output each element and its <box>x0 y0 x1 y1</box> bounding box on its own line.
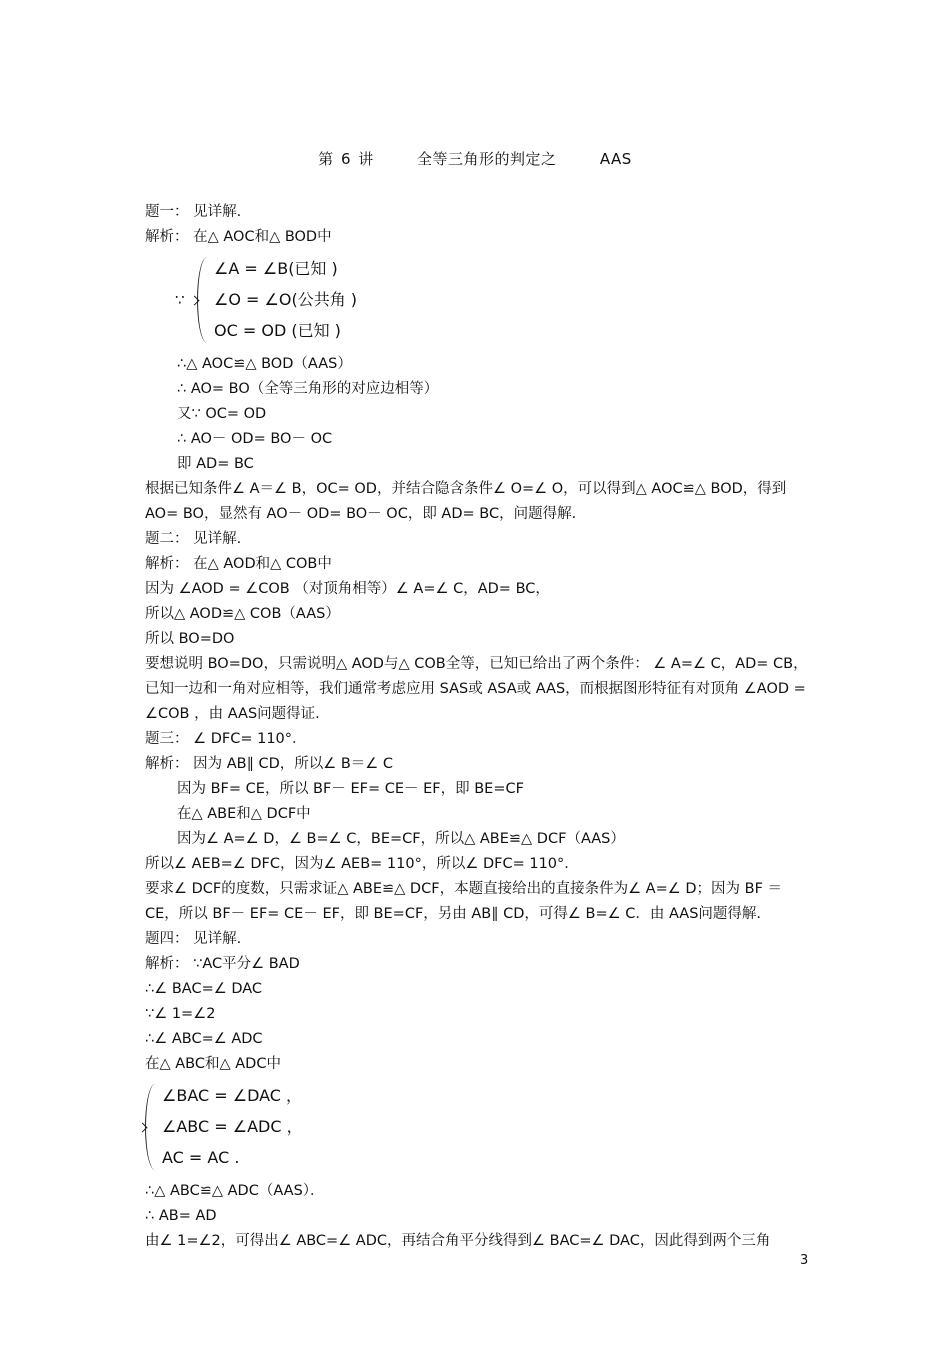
text-line: 所以 BO=DO <box>145 631 235 647</box>
equation-system <box>175 252 810 348</box>
lecture-topic: 全等三角形的判定之 <box>417 150 557 168</box>
text-line: ∴△ AOC≌△ BOD（AAS） <box>177 356 352 372</box>
text-line: 在△ ABC和△ ADC中 <box>145 1056 281 1072</box>
text-line: 因为 ∠AOD = ∠COB （对顶角相等）∠ A=∠ C，AD= BC， <box>145 581 550 597</box>
text-line: ∴∠ BAC=∠ DAC <box>145 981 263 997</box>
text-line: 题三： ∠ DFC= 110°． <box>145 731 307 747</box>
text-line: ∴△ ABC≌△ ADC（AAS）． <box>145 1183 325 1199</box>
left-brace <box>197 257 208 343</box>
text-line: 所以∠ AEB=∠ DFC，因为∠ AEB= 110°，所以∠ DFC= 110°． <box>145 856 579 872</box>
text-line: 题二： 见详解. <box>145 531 242 547</box>
equation-row: OC = OD (已知 ) <box>214 321 341 340</box>
equation-system <box>145 1079 810 1175</box>
equation-row: ∠O = ∠O(公共角 ) <box>214 290 358 309</box>
text-line: 解析： ∵AC平分∠ BAD <box>145 956 300 972</box>
text-line: 因为 BF= CE，所以 BF－ EF= CE－ EF，即 BE=CF <box>177 781 524 797</box>
text-line: 因为∠ A=∠ D，∠ B=∠ C，BE=CF，所以△ ABE≌△ DCF（AAS） <box>177 831 625 847</box>
solution-body <box>145 200 810 1254</box>
text-line: ∴ AB= AD <box>145 1208 217 1224</box>
text-line: 又∵ OC= OD <box>177 406 267 422</box>
text-paragraph: 要想说明 BO=DO，只需说明△ AOD与△ COB全等，已知已给出了两个条件： ∠ A=∠ C，AD= CB，已知一边和一角对应相等，我们通常考虑应用 SAS或 ASA或 AAS，而根据图形特征有对顶角 ∠AOD = ∠COB ，由 AAS问题得证. <box>145 656 808 722</box>
page-number: 3 <box>800 1253 809 1268</box>
text-line: 由∠ 1=∠2，可得出∠ ABC=∠ ADC，再结合角平分线得到∠ BAC=∠ DAC，因此得到两个三角 <box>145 1233 771 1249</box>
text-line: 解析： 在△ AOD和△ COB中 <box>145 556 332 572</box>
equation-row: ∠A = ∠B(已知 ) <box>214 259 338 278</box>
because-symbol: ∵ <box>175 291 185 309</box>
lecture-method: AAS <box>599 150 632 168</box>
text-line: ∴ AO= BO（全等三角形的对应边相等） <box>177 381 439 397</box>
text-line: ∴∠ ABC=∠ ADC <box>145 1031 263 1047</box>
equation-row: AC = AC . <box>162 1148 240 1167</box>
left-brace <box>145 1084 156 1170</box>
lecture-number: 第 6 讲 <box>318 150 374 168</box>
text-line: 题一： 见详解. <box>145 204 242 220</box>
text-line: 解析： 因为 AB∥ CD，所以∠ B＝∠ C <box>145 756 394 772</box>
text-line: ∴ AO－ OD= BO－ OC <box>177 431 333 447</box>
text-line: 即 AD= BC <box>177 456 254 472</box>
text-line: 在△ ABE和△ DCF中 <box>177 806 311 822</box>
text-paragraph: 要求∠ DCF的度数，只需求证△ ABE≌△ DCF，本题直接给出的直接条件为∠ A=∠ D；因为 BF ＝CE，所以 BF－ EF= CE－ EF，即 BE=CF，另由 AB∥ CD，可得∠ B=∠ C．由 AAS问题得解. <box>145 881 783 922</box>
text-line: ∵∠ 1=∠2 <box>145 1006 216 1022</box>
text-line: 所以△ AOD≌△ COB（AAS） <box>145 606 340 622</box>
text-paragraph: 根据已知条件∠ A＝∠ B，OC= OD，并结合隐含条件∠ O=∠ O，可以得到△ AOC≌△ BOD，得到 AO= BO，显然有 AO－ OD= BO－ OC，即 AD= BC，问题得解. <box>145 481 787 522</box>
equation-row: ∠ABC = ∠ADC ， <box>162 1117 303 1136</box>
text-line: 题四： 见详解. <box>145 931 242 947</box>
page-title <box>0 148 950 169</box>
text-line: 解析： 在△ AOC和△ BOD中 <box>145 229 332 245</box>
equation-row: ∠BAC = ∠DAC ， <box>162 1086 303 1105</box>
